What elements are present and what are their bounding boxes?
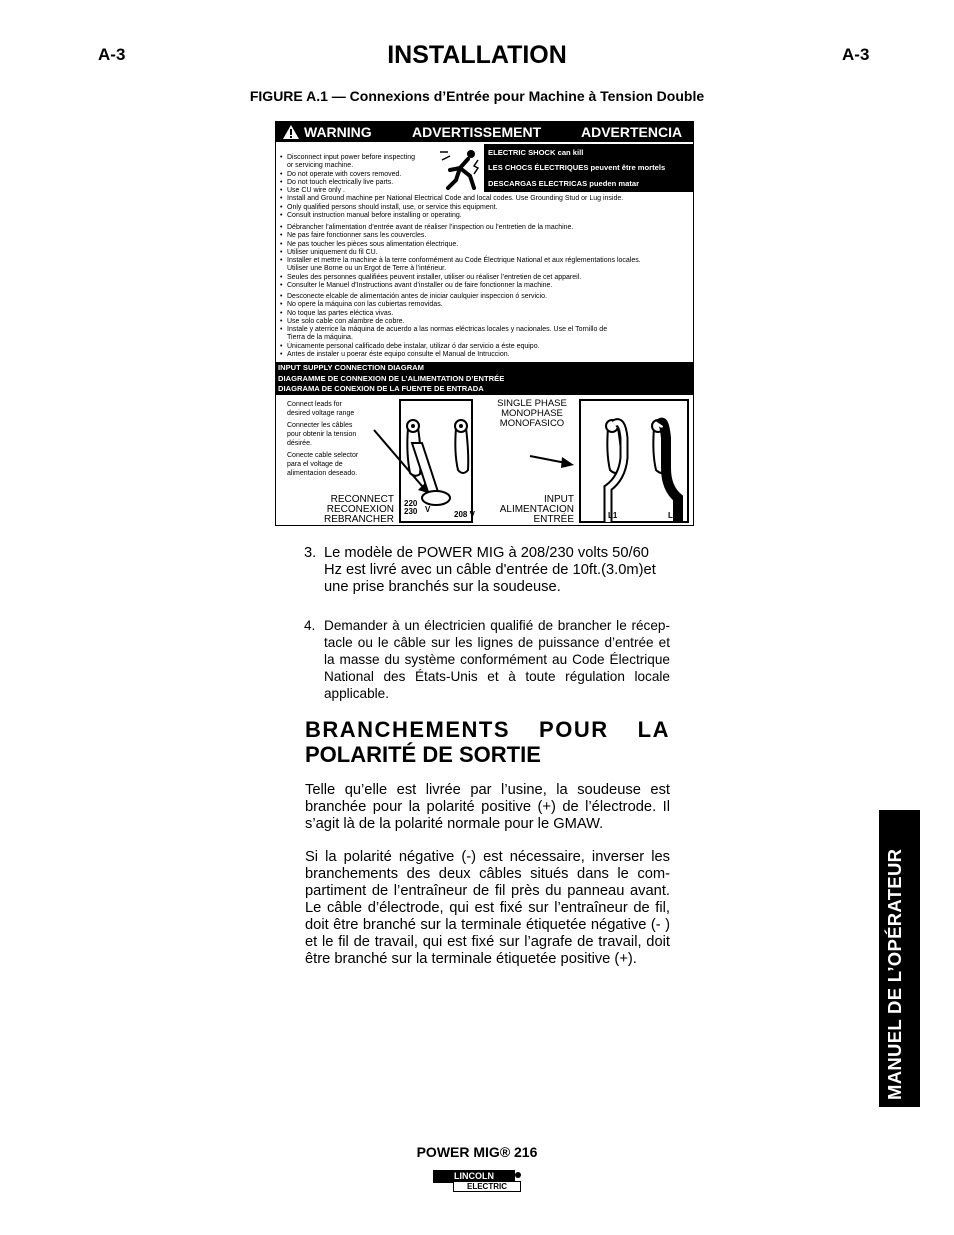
shock-fr: LES CHOCS ÉLECTRIQUES peuvent être mortels <box>488 163 666 172</box>
reconnect-label <box>306 495 394 525</box>
bullet-item: • Consulter le Manuel d’Instructions avant d’installer ou de faire fonctionner la machine. <box>280 282 690 290</box>
bullet-item: or servicing machine. <box>287 162 354 170</box>
footer-model: POWER MIG® 216 <box>416 1144 538 1160</box>
reconnect-line: RECONEXION <box>326 504 394 515</box>
page-number-left: A-3 <box>98 45 126 64</box>
bullet-item: • Use solo cable con alambre de cobre. <box>280 318 690 326</box>
list-item-3 <box>305 545 670 596</box>
lincoln-electric-logo <box>433 1170 525 1192</box>
single-phase-line: SINGLE PHASE <box>497 398 567 409</box>
section-heading <box>305 717 670 767</box>
l1-label: L1 <box>608 511 618 520</box>
note-line: pour obtenir la tension <box>287 431 357 438</box>
bullet-item: • Install and Ground machine per National Electrical Code and local codes. Use Grounding Stud or Lug inside. <box>280 195 690 203</box>
bullet-item: • Utiliser uniquement du fil CU. <box>280 249 690 257</box>
page-number-right: A-3 <box>842 45 870 64</box>
input-line: INPUT <box>544 494 574 505</box>
note-line: desired voltage range <box>287 410 355 417</box>
sidebar-tab-label: MANUEL DE L’OPÉRATEUR <box>884 848 905 1100</box>
single-phase-label <box>491 399 573 429</box>
note-line: para el voltage de <box>287 461 343 468</box>
l2-label: L2 <box>668 511 678 520</box>
note-line: alimentacion deseado. <box>287 470 358 477</box>
bullet-item: • Ne pas faire fonctionner sans les couvercles. <box>280 232 690 240</box>
input-label <box>486 495 574 525</box>
voltage-220-230 <box>404 500 417 516</box>
item-text: Demander à un électricien qualifié de brancher le récep-tacle ou le câble sur les lignes de puissance d’entrée et la masse du système conformément au Code Électrique National des États-Unis et à toute régulation locale applicable. <box>324 618 670 701</box>
input-line: ENTRÉE <box>533 514 574 525</box>
input-bar-line: INPUT SUPPLY CONNECTION DIAGRAM <box>278 363 424 372</box>
paragraph-1: Telle qu’elle est livrée par l’usine, la soudeuse est branchée pour la polarité positive (+) de l’électrode. Il s’agit là de la polarité normale pour le GMAW. <box>305 782 670 832</box>
single-phase-line: MONOPHASE <box>501 408 563 419</box>
bullet-item: Utiliser une Borne ou un Ergot de Terre à l’intérieur. <box>287 265 447 273</box>
bullets-english <box>280 154 690 220</box>
voltage-230: 230 <box>404 507 418 516</box>
note-line: Connect leads for <box>287 401 342 408</box>
bullet-item: • Seules des personnes qualifiées peuvent installer, utiliser ou réaliser l’entretien de cet appareil. <box>280 274 690 282</box>
warning-triangle-icon <box>282 124 300 140</box>
voltage-220: 220 <box>404 499 418 508</box>
list-item-4 <box>305 617 670 702</box>
voltage-208: 208 V <box>454 510 475 519</box>
bullet-item: • Use CU wire only . <box>280 187 690 195</box>
voltage-unit: V <box>425 505 431 514</box>
bullet-item: • No opere la máquina con las cubiertas removidas. <box>280 301 690 309</box>
logo-bottom: ELECTRIC <box>453 1181 521 1192</box>
bullet-item: • Instale y aterrice la máquina de acuerdo a las normas eléctricas locales y nacionales. Use el Tornillo de <box>280 326 690 334</box>
input-bar-line: DIAGRAMA DE CONEXION DE LA FUENTE DE ENTRADA <box>278 384 484 393</box>
input-diagram-bar <box>276 362 693 395</box>
note-line: Conecte cable selector <box>287 452 359 459</box>
bullet-item: • Antes de instaler u poerar éste equipo consulte el Manual de Intruccion. <box>280 351 690 359</box>
input-line: ALIMENTACION <box>499 504 574 515</box>
bullet-item: • No toque las partes eléctica vivas. <box>280 310 690 318</box>
single-phase-line: MONOFASICO <box>499 418 565 429</box>
bullet-item: Tierra de la máquina. <box>287 334 353 342</box>
bullet-item: • Do not operate with covers removed. <box>280 171 690 179</box>
item-text: Le modèle de POWER MIG à 208/230 volts 50/60 Hz est livré avec un câble d'entrée de 10ft.(3.0m)et une prise branchés sur la soudeuse. <box>324 545 656 595</box>
shock-en: ELECTRIC SHOCK can kill <box>488 148 584 157</box>
item-number: 4. <box>304 618 316 633</box>
bullet-item: • Únicamente personal calificado debe instalar, utilizar ó dar servicio a éste equipo. <box>280 343 690 351</box>
bullet-item: • Do not touch electrically live parts. <box>280 179 690 187</box>
bullet-item: • Desconecte elcable de alimentación antes de iniciar caulquier inspeccion ó servicio. <box>280 293 690 301</box>
figure-caption: FIGURE A.1 — Connexions d’Entrée pour Machine à Tension Double <box>249 88 705 104</box>
heading-line-1: BRANCHEMENTS POUR LA <box>305 717 670 742</box>
bullet-item: • Ne pas toucher les pièces sous alimentation électrique. <box>280 241 690 249</box>
heading-line-2: POLARITÉ DE SORTIE <box>305 742 541 767</box>
warning-bar <box>276 122 693 142</box>
bullet-item: • Disconnect input power before inspecting <box>280 154 690 162</box>
advertissement-word: ADVERTISSEMENT <box>412 124 542 140</box>
note-line: désirée. <box>287 440 312 447</box>
page-title: INSTALLATION <box>387 41 567 69</box>
bullets-french <box>280 224 690 290</box>
reconnect-line: REBRANCHER <box>323 514 394 525</box>
bullet-item: • Débrancher l’alimentation d’entrée avant de réaliser l’inspection ou l’entretien de la machine. <box>280 224 690 232</box>
shock-es: DESCARGAS ELECTRICAS pueden matar <box>488 179 640 188</box>
logo-dot <box>515 1172 521 1178</box>
paragraph-2: Si la polarité négative (-) est nécessaire, inverser les branchements des deux câbles situés dans le com-partiment de l’entraîneur de fil près du panneau avant. Le câble d’électrode, qui est fixé sur l’entraîneur de fil, doit être branché sur la terminale étiquetée négative (- ) et le fil de travail, qui est fixé sur l’agrafe de travail, doit être branché sur la terminale étiquetée positive (+). <box>305 849 670 967</box>
arrow-icon <box>528 452 576 468</box>
item-number: 3. <box>304 545 317 561</box>
reconnect-line: RECONNECT <box>330 494 394 505</box>
input-terminal-diagram <box>578 398 690 524</box>
bullet-item: • Consult instruction manual before installing or operating. <box>280 212 690 220</box>
bullet-item: • Installer et mettre la machine à la terre conformément au Code Électrique National et aux réglementations locales. <box>280 257 690 265</box>
bullet-item: • Only qualified persons should install, use, or service this equipment. <box>280 204 690 212</box>
note-line: Connecter les câbles <box>287 422 353 429</box>
warning-word: WARNING <box>304 124 372 140</box>
logo-top: LINCOLN <box>433 1170 515 1183</box>
bullets-spanish <box>280 293 690 359</box>
advertencia-word: ADVERTENCIA <box>581 124 683 140</box>
warning-label-figure <box>275 121 694 526</box>
input-bar-line: DIAGRAMME DE CONNEXION DE L’ALIMENTATION D’ENTRÉE <box>278 373 505 383</box>
